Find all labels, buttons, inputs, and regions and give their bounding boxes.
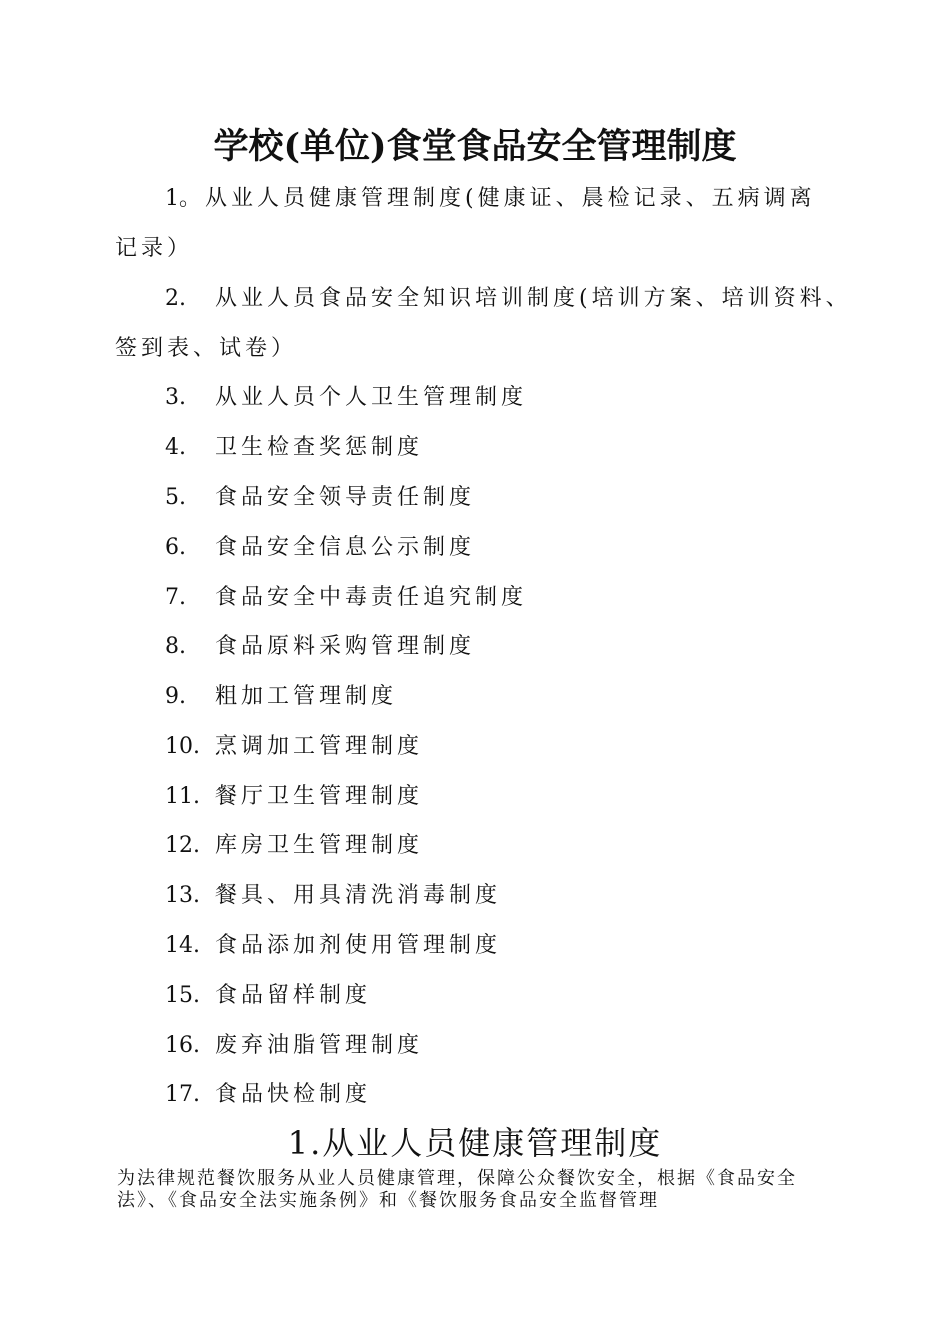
list-item-number: 5. [165, 485, 186, 510]
list-item [165, 1070, 371, 1120]
list-item-number: 9. [165, 684, 186, 709]
list-item [165, 373, 527, 423]
list-item-number: 12. [165, 833, 200, 858]
list-item-text: 从业人员食品安全知识培训制度(培训方案、培训资料、 [215, 286, 852, 311]
list-item-text: 卫生检查奖惩制度 [215, 435, 424, 460]
list-item [165, 473, 475, 523]
list-item-text: 食品安全信息公示制度 [215, 535, 476, 560]
list-item-number: 13. [165, 883, 200, 908]
list-item [165, 423, 423, 473]
list-item-number: 17. [165, 1082, 200, 1107]
list-item [165, 971, 371, 1021]
list-item [165, 573, 527, 623]
list-item [115, 174, 850, 274]
list-item-continuation: 记录） [115, 236, 194, 261]
list-item-number: 1。 [165, 186, 201, 211]
list-item-number: 8. [165, 634, 186, 659]
list-item [165, 821, 423, 871]
list-item-number: 7. [165, 585, 186, 610]
list-item [165, 921, 501, 971]
list-item-text: 食品添加剂使用管理制度 [215, 933, 502, 958]
list-item-number: 3. [165, 385, 186, 410]
list-item-text: 库房卫生管理制度 [215, 833, 424, 858]
list-item-text: 餐具、用具清洗消毒制度 [215, 883, 502, 908]
list-item-text: 粗加工管理制度 [215, 684, 398, 709]
list-item [165, 871, 501, 921]
list-item-text: 食品快检制度 [215, 1082, 372, 1107]
list-item [115, 274, 850, 374]
list-item [165, 523, 475, 573]
list-item-text: 从业人员健康管理制度(健康证、晨检记录、五病调离 [205, 186, 816, 211]
list-item-number: 16. [165, 1033, 200, 1058]
list-item-number: 2. [165, 286, 186, 311]
list-item-text: 食品留样制度 [215, 983, 372, 1008]
list-item [165, 722, 423, 772]
list-item-number: 15. [165, 983, 200, 1008]
list-item-text: 烹调加工管理制度 [215, 734, 424, 759]
list-item [165, 1021, 423, 1071]
list-item-text: 食品安全中毒责任追究制度 [215, 585, 528, 610]
list-item-number: 6. [165, 535, 186, 560]
list-item-number: 4. [165, 435, 186, 460]
list-item-number: 10. [165, 734, 200, 759]
document-title: 学校(单位)食堂食品安全管理制度 [213, 126, 737, 167]
list-item-number: 14. [165, 933, 200, 958]
list-item-text: 废弃油脂管理制度 [215, 1033, 424, 1058]
list-item [165, 672, 397, 722]
section-heading: 1.从业人员健康管理制度 [287, 1124, 663, 1162]
list-item-text: 食品原料采购管理制度 [215, 634, 476, 659]
list-item [165, 772, 423, 822]
list-item [165, 622, 475, 672]
body-paragraph: 为法律规范餐饮服务从业人员健康管理，保障公众餐饮安全，根据《食品安全法》、《食品安全法实施条例》和《餐饮服务食品安全监督管理 [117, 1168, 797, 1211]
list-item-text: 从业人员个人卫生管理制度 [215, 385, 528, 410]
list-item-text: 餐厅卫生管理制度 [215, 784, 424, 809]
list-item-text: 食品安全领导责任制度 [215, 485, 476, 510]
list-item-number: 11. [165, 784, 200, 809]
list-item-continuation: 签到表、试卷） [115, 336, 298, 361]
